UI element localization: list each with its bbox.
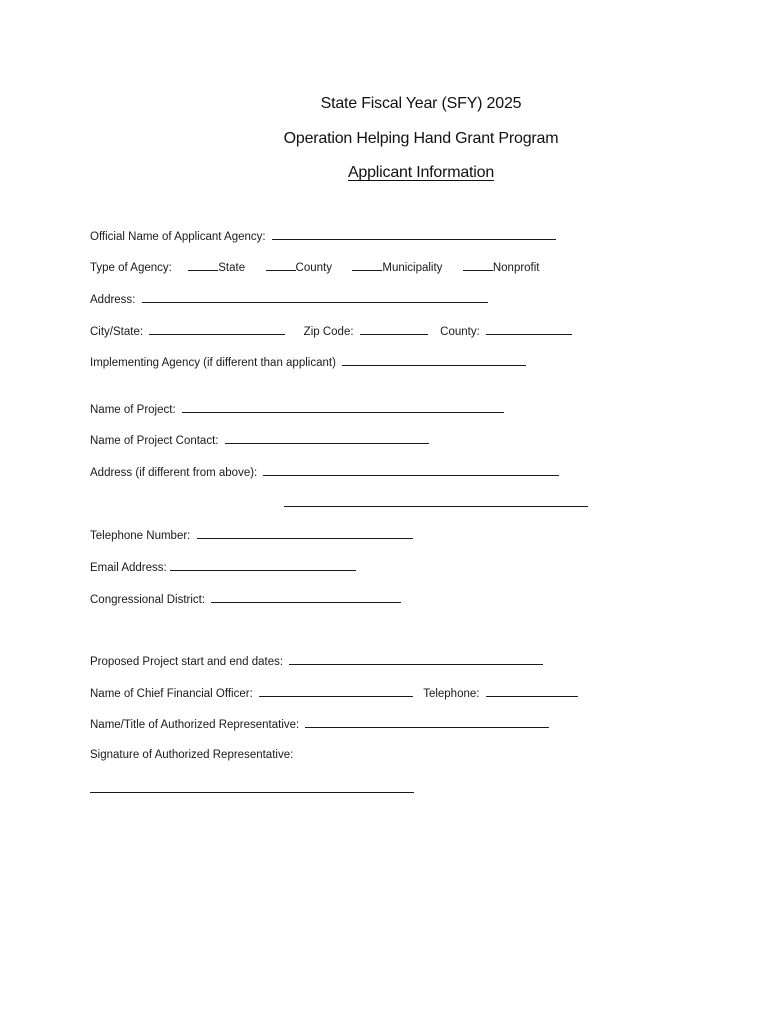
nonprofit-checkbox-blank[interactable] (463, 260, 493, 271)
cfo-telephone-label: Telephone: (423, 688, 480, 700)
cfo-telephone-field[interactable] (486, 686, 578, 697)
project-dates-field[interactable] (289, 654, 543, 665)
project-dates-row (90, 654, 543, 668)
implementing-agency-row (90, 355, 526, 369)
email-field[interactable] (170, 560, 356, 571)
project-name-field[interactable] (182, 402, 504, 413)
cfo-row (90, 686, 578, 700)
city-zip-county-row (90, 324, 572, 338)
cfo-name-field[interactable] (259, 686, 413, 697)
authorized-rep-field[interactable] (305, 717, 549, 728)
project-name-row (90, 402, 504, 416)
implementing-agency-field[interactable] (342, 355, 526, 366)
authorized-rep-label: Name/Title of Authorized Representative: (90, 719, 300, 731)
county-option-label: County (295, 262, 332, 274)
address-field[interactable] (142, 292, 488, 303)
city-state-label: City/State: (90, 326, 144, 338)
implementing-agency-label: Implementing Agency (if different than applicant) (90, 357, 336, 369)
address-label: Address: (90, 294, 136, 306)
county-field[interactable] (486, 324, 572, 335)
official-name-row (90, 229, 556, 243)
email-row (90, 560, 356, 574)
county-label: County: (440, 326, 480, 338)
alt-address-row (90, 465, 559, 479)
official-name-label: Official Name of Applicant Agency: (90, 231, 266, 243)
address-row (90, 292, 488, 306)
official-name-field[interactable] (272, 229, 556, 240)
zip-code-label: Zip Code: (303, 326, 354, 338)
authorized-rep-row (90, 717, 549, 731)
signature-row (90, 749, 293, 761)
project-contact-label: Name of Project Contact: (90, 435, 219, 447)
agency-type-row (90, 260, 540, 274)
state-checkbox-blank[interactable] (188, 260, 218, 271)
city-state-field[interactable] (149, 324, 285, 335)
signature-line-row (90, 782, 414, 796)
project-name-label: Name of Project: (90, 404, 176, 416)
telephone-field[interactable] (197, 528, 413, 539)
county-checkbox-blank[interactable] (266, 260, 296, 271)
municipality-option-label: Municipality (382, 262, 443, 274)
project-contact-field[interactable] (225, 433, 429, 444)
agency-type-label: Type of Agency: (90, 262, 172, 274)
cfo-label: Name of Chief Financial Officer: (90, 688, 253, 700)
project-dates-label: Proposed Project start and end dates: (90, 656, 284, 668)
district-field[interactable] (211, 592, 401, 603)
signature-label: Signature of Authorized Representative: (90, 749, 294, 761)
telephone-row (90, 528, 413, 542)
project-contact-row (90, 433, 429, 447)
signature-field[interactable] (90, 782, 414, 793)
zip-code-field[interactable] (360, 324, 428, 335)
state-option-label: State (218, 262, 246, 274)
district-row (90, 592, 401, 606)
telephone-label: Telephone Number: (90, 530, 191, 542)
nonprofit-option-label: Nonprofit (492, 262, 540, 274)
email-label: Email Address: (90, 562, 167, 574)
alt-address-line2-field[interactable] (284, 496, 588, 507)
district-label: Congressional District: (90, 594, 206, 606)
municipality-checkbox-blank[interactable] (352, 260, 382, 271)
program-heading: Operation Helping Hand Grant Program (283, 130, 559, 147)
alt-address-field[interactable] (263, 465, 559, 476)
section-heading: Applicant Information (347, 164, 495, 181)
alt-address-label: Address (if different from above): (90, 467, 258, 479)
fiscal-year-heading: State Fiscal Year (SFY) 2025 (320, 95, 522, 112)
alt-address-second-row (284, 496, 588, 510)
